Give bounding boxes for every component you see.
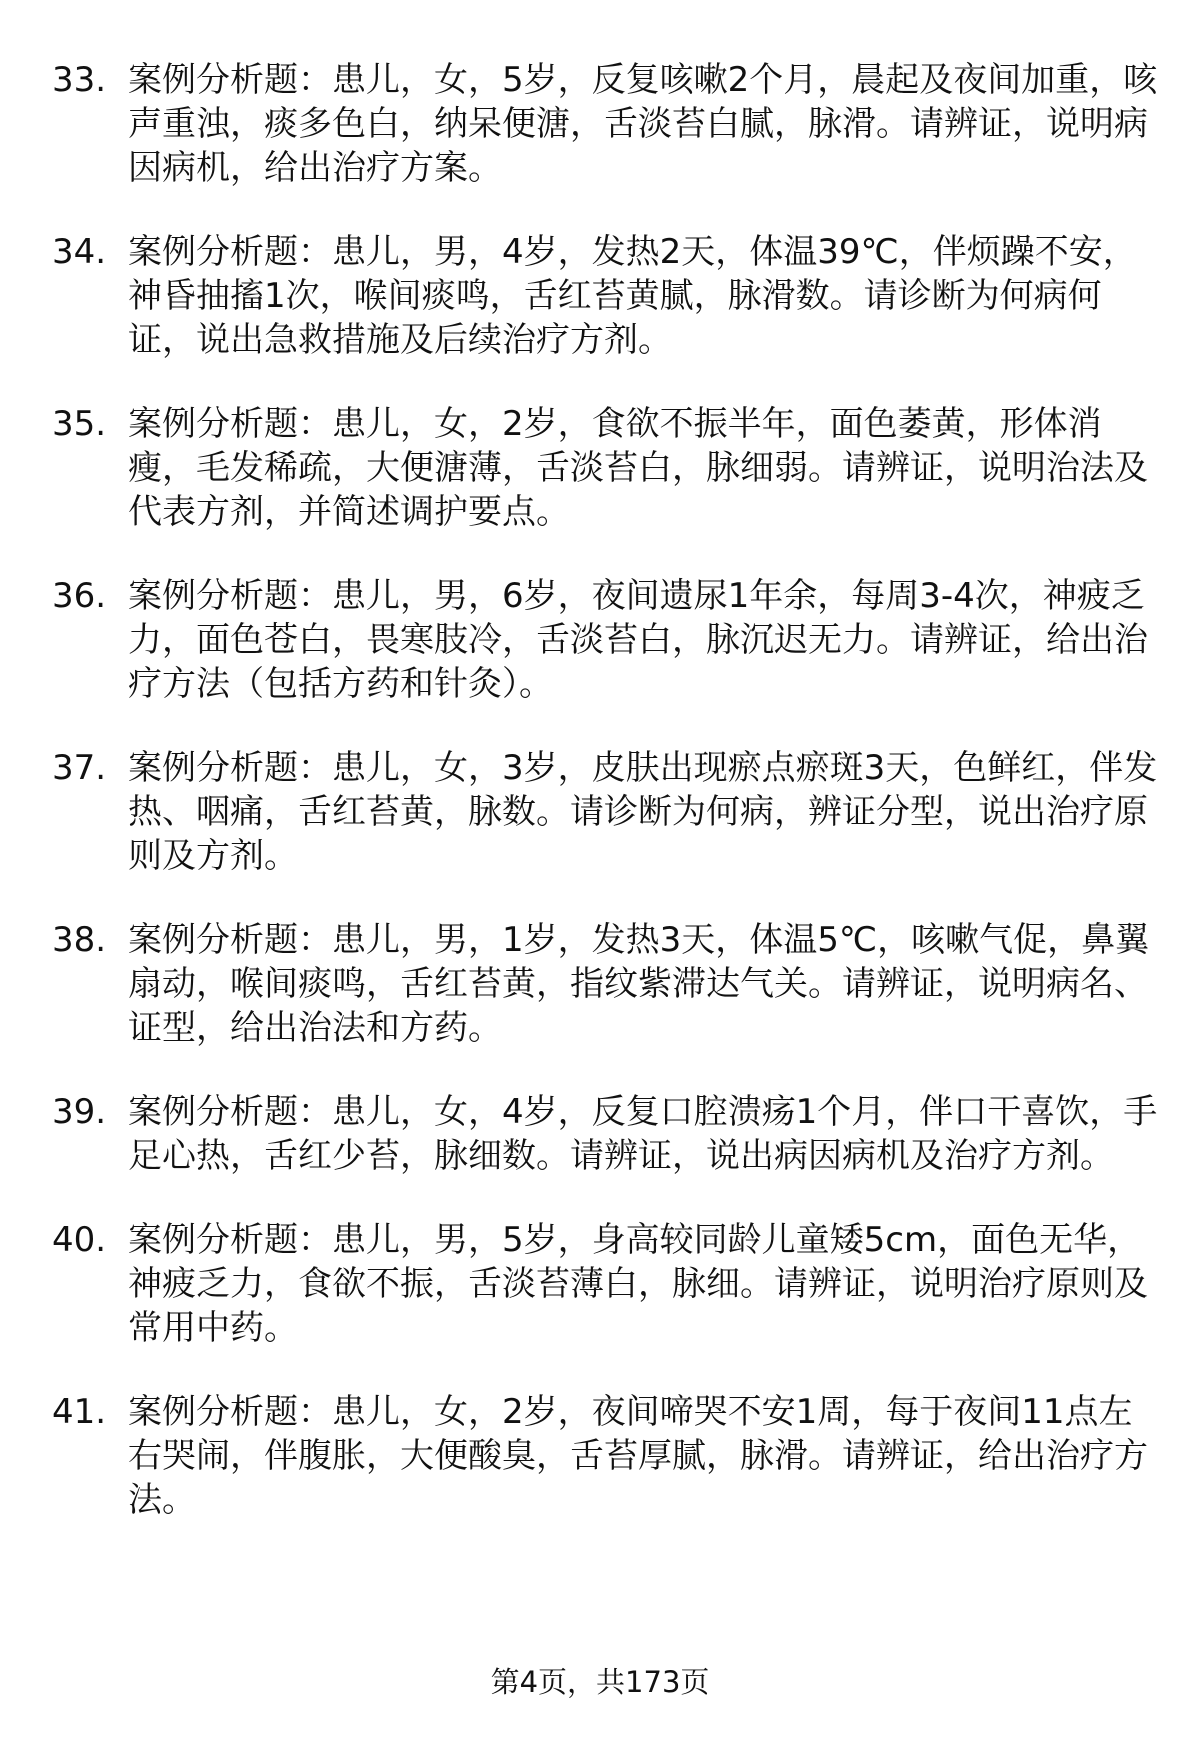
question-item xyxy=(52,1390,1160,1522)
question-number: 39. xyxy=(52,1092,107,1132)
question-number: 33. xyxy=(52,60,107,100)
question-item xyxy=(52,1090,1160,1178)
question-text: 案例分析题：患儿，女，2岁，食欲不振半年，面色萎黄，形体消瘦，毛发稀疏，大便溏薄，舌淡苔白，脉细弱。请辨证，说明治法及代表方剂，并简述调护要点。 xyxy=(128,404,1148,532)
question-text: 案例分析题：患儿，女，5岁，反复咳嗽2个月，晨起及夜间加重，咳声重浊，痰多色白，纳呆便溏，舌淡苔白腻，脉滑。请辨证，说明病因病机，给出治疗方案。 xyxy=(128,60,1158,188)
question-text: 案例分析题：患儿，男，5岁，身高较同龄儿童矮5cm，面色无华，神疲乏力，食欲不振，舌淡苔薄白，脉细。请辨证，说明治疗原则及常用中药。 xyxy=(128,1220,1148,1348)
question-item xyxy=(52,746,1160,878)
question-text: 案例分析题：患儿，女，4岁，反复口腔溃疡1个月，伴口干喜饮，手足心热，舌红少苔，脉细数。请辨证，说出病因病机及治疗方剂。 xyxy=(128,1092,1158,1176)
question-item xyxy=(52,230,1160,362)
question-text: 案例分析题：患儿，男，1岁，发热3天，体温5℃，咳嗽气促，鼻翼扇动，喉间痰鸣，舌红苔黄，指纹紫滞达气关。请辨证，说明病名、证型，给出治法和方药。 xyxy=(128,920,1150,1048)
question-number: 35. xyxy=(52,404,107,444)
question-number: 36. xyxy=(52,576,107,616)
question-number: 40. xyxy=(52,1220,107,1260)
question-item xyxy=(52,574,1160,706)
question-item xyxy=(52,402,1160,534)
question-number: 41. xyxy=(52,1392,107,1432)
question-number: 38. xyxy=(52,920,107,960)
question-text: 案例分析题：患儿，男，6岁，夜间遗尿1年余，每周3-4次，神疲乏力，面色苍白，畏寒肢冷，舌淡苔白，脉沉迟无力。请辨证，给出治疗方法（包括方药和针灸）。 xyxy=(128,576,1148,704)
question-number: 34. xyxy=(52,232,107,272)
question-number: 37. xyxy=(52,748,107,788)
question-text: 案例分析题：患儿，女，3岁，皮肤出现瘀点瘀斑3天，色鲜红，伴发热、咽痛，舌红苔黄，脉数。请诊断为何病，辨证分型，说出治疗原则及方剂。 xyxy=(128,748,1158,876)
question-item xyxy=(52,918,1160,1050)
question-text: 案例分析题：患儿，女，2岁，夜间啼哭不安1周，每于夜间11点左右哭闹，伴腹胀，大便酸臭，舌苔厚腻，脉滑。请辨证，给出治疗方法。 xyxy=(128,1392,1148,1520)
page-footer: 第4页，共173页 xyxy=(490,1665,710,1699)
question-item xyxy=(52,58,1160,190)
question-list xyxy=(52,58,1160,1562)
question-item xyxy=(52,1218,1160,1350)
question-text: 案例分析题：患儿，男，4岁，发热2天，体温39℃，伴烦躁不安，神昏抽搐1次，喉间痰鸣，舌红苔黄腻，脉滑数。请诊断为何病何证，说出急救措施及后续治疗方剂。 xyxy=(128,232,1137,360)
